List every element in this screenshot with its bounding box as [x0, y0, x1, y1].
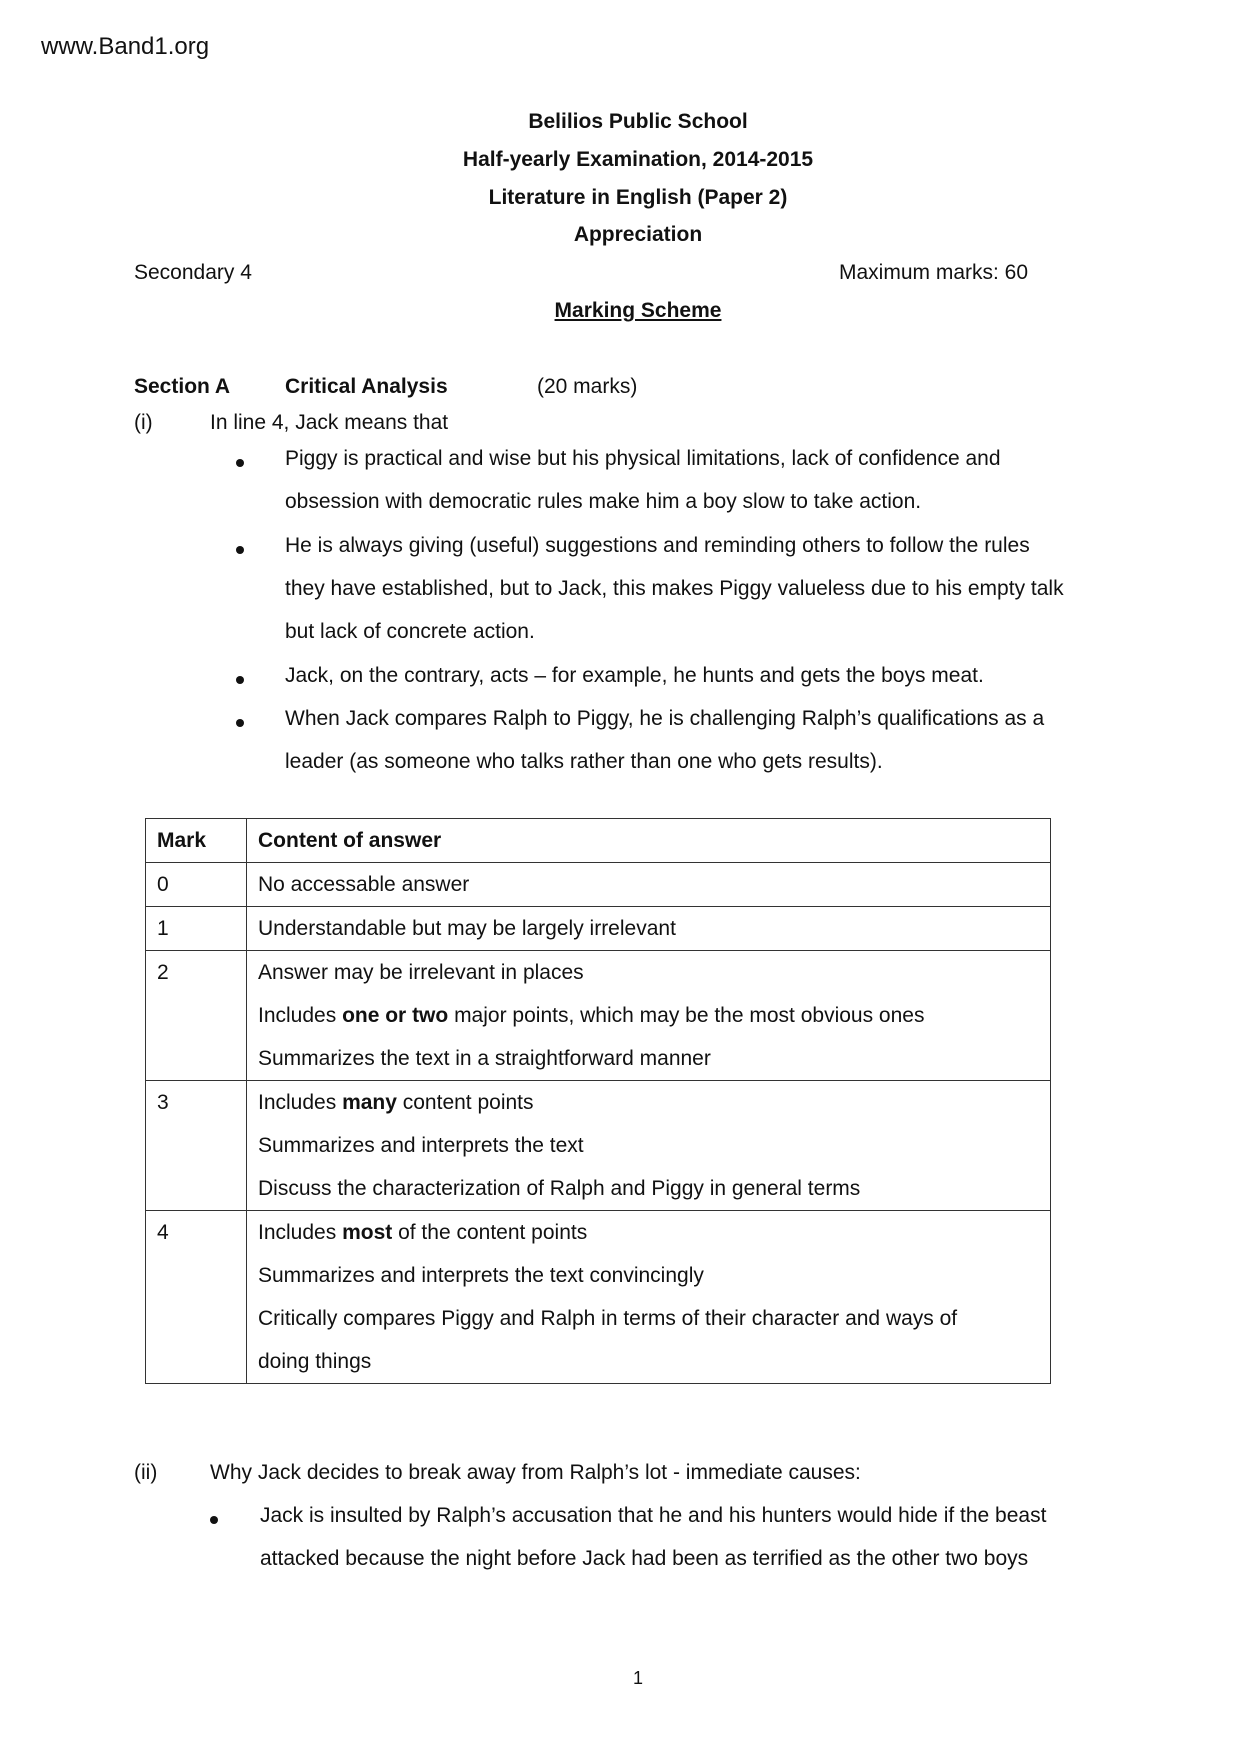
bullet-text: Piggy is practical and wise but his physical limitations, lack of confidence and — [285, 447, 1001, 470]
level: Secondary 4 — [134, 261, 252, 284]
table-row — [146, 951, 1051, 1081]
column-header: Mark — [146, 819, 247, 863]
exam-name: Half-yearly Examination, 2014-2015 — [462, 148, 814, 171]
table-row — [146, 1211, 1051, 1384]
content-cell: Answer may be irrelevant in places Includes one or two major points, which may be the most obvious ones Summarizes the text in a straightforward manner — [247, 951, 1051, 1081]
bullet-icon — [210, 1516, 218, 1524]
bullet-text: obsession with democratic rules make him a boy slow to take action. — [285, 490, 922, 514]
bullet-icon — [236, 676, 244, 684]
watermark-url: www.Band1.org — [41, 33, 210, 60]
bullet-text: but lack of concrete action. — [285, 620, 535, 644]
content-cell: Includes many content points Summarizes and interprets the text Discuss the characterization of Ralph and Piggy in general terms — [247, 1081, 1051, 1211]
mark-cell: 1 — [146, 907, 247, 951]
page-number: 1 — [632, 1668, 643, 1688]
bullet-text: Jack is insulted by Ralph’s accusation that he and his hunters would hide if the beast — [260, 1504, 1047, 1527]
section-name: Critical Analysis — [285, 375, 448, 398]
paper-name: Appreciation — [573, 223, 703, 246]
max-marks: Maximum marks: 60 — [839, 261, 1029, 284]
table-row — [146, 907, 1051, 951]
section-marks: (20 marks) — [537, 375, 638, 398]
table-row — [146, 863, 1051, 907]
column-header: Content of answer — [247, 819, 1051, 863]
content-cell: No accessable answer — [247, 863, 1051, 907]
mark-cell: 3 — [146, 1081, 247, 1211]
mark-cell: 2 — [146, 951, 247, 1081]
bullet-icon — [236, 546, 244, 554]
content-cell: Includes most of the content points Summarizes and interprets the text convincingly Critically compares Piggy and Ralph in terms of their character and ways of doing things — [247, 1211, 1051, 1384]
content-cell: Understandable but may be largely irrelevant — [247, 907, 1051, 951]
bullet-icon — [236, 719, 244, 727]
bullet-text: He is always giving (useful) suggestions and reminding others to follow the rules — [285, 533, 1030, 557]
section-label: Section A — [134, 375, 231, 398]
school-name: Belilios Public School — [528, 110, 748, 133]
subject: Literature in English (Paper 2) — [488, 186, 788, 209]
doc-title: Marking Scheme — [554, 299, 722, 322]
bullet-text: Jack, on the contrary, acts – for example, he hunts and gets the boys meat. — [285, 663, 984, 687]
question-prompt: Why Jack decides to break away from Ralph’s lot - immediate causes: — [210, 1461, 861, 1484]
marking-table — [145, 818, 1051, 1384]
bullet-text: they have established, but to Jack, this makes Piggy valueless due to his empty talk — [285, 576, 1064, 600]
question-number: (ii) — [134, 1461, 158, 1484]
question-number: (i) — [134, 411, 153, 434]
mark-cell: 4 — [146, 1211, 247, 1384]
table-row — [146, 1081, 1051, 1211]
bullet-text: When Jack compares Ralph to Piggy, he is challenging Ralph’s qualifications as a — [285, 706, 1045, 730]
bullet-icon — [236, 459, 244, 467]
bullet-text: attacked because the night before Jack had been as terrified as the other two boys — [260, 1547, 1029, 1571]
mark-cell: 0 — [146, 863, 247, 907]
question-prompt: In line 4, Jack means that — [210, 411, 449, 434]
bullet-text: leader (as someone who talks rather than one who gets results). — [285, 750, 883, 774]
